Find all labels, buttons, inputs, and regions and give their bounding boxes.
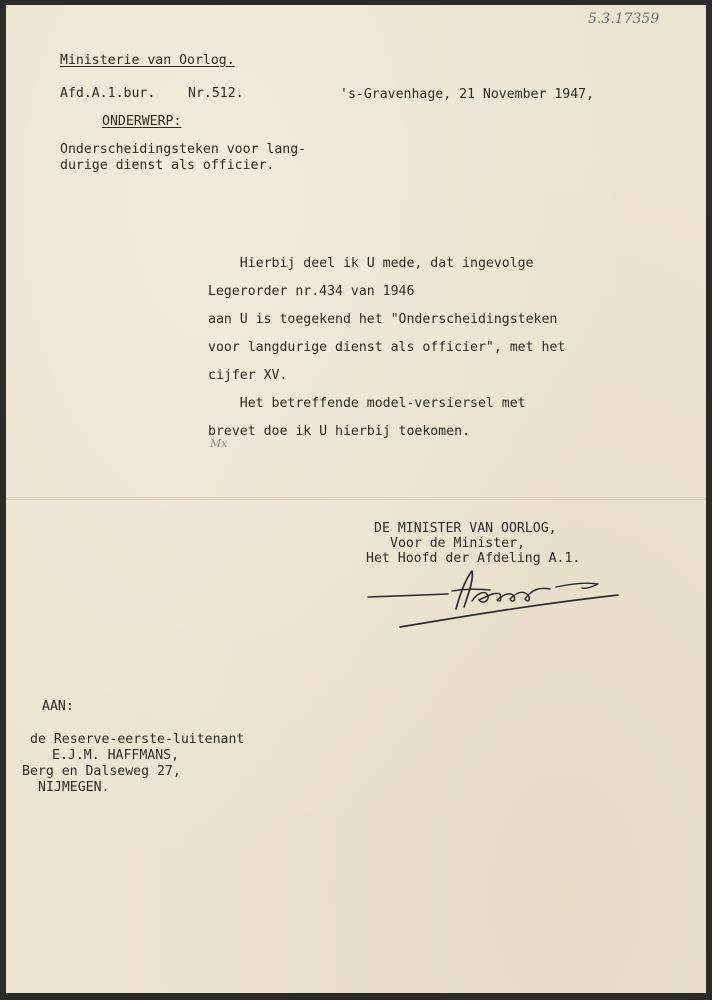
signature-line-3: Het Hoofd der Afdeling A.1.: [366, 551, 581, 566]
body-line-1: Hierbij deel ik U mede, dat ingevolge: [208, 256, 534, 271]
ministry-heading: Ministerie van Oorlog.: [60, 53, 235, 68]
subject-label: ONDERWERP:: [102, 114, 182, 129]
body-line-5: cijfer XV.: [208, 368, 288, 383]
body-line-3: aan U is toegekend het "Onderscheidingsteken: [208, 312, 558, 327]
handwritten-signature: [360, 565, 630, 635]
letter-page: [6, 5, 706, 993]
department-code: Afd.A.1.bur.: [60, 86, 156, 101]
subject-line-1: Onderscheidingsteken voor lang-: [60, 142, 307, 157]
body-line-2: Legerorder nr.434 van 1946: [208, 284, 415, 299]
body-line-6: Het betreffende model-versiersel met: [208, 396, 526, 411]
recipient-line-3: Berg en Dalseweg 27,: [22, 764, 181, 779]
recipient-line-4: NIJMEGEN.: [38, 780, 110, 795]
typist-initials: Mx: [210, 437, 228, 450]
subject-line-2: durige dienst als officier.: [60, 158, 275, 173]
page-fold: [6, 497, 706, 500]
archive-mark: 5.3.17359: [588, 11, 660, 27]
body-line-4: voor langdurige dienst als officier", met het: [208, 340, 566, 355]
document-number: Nr.512.: [188, 86, 244, 101]
recipient-label: AAN:: [42, 699, 74, 714]
place-date: 's-Gravenhage, 21 November 1947,: [340, 87, 595, 102]
signature-line-2: Voor de Minister,: [390, 536, 525, 551]
recipient-line-2: E.J.M. HAFFMANS,: [52, 748, 180, 763]
body-line-7: brevet doe ik U hierbij toekomen.: [208, 424, 471, 439]
signature-line-1: DE MINISTER VAN OORLOG,: [374, 521, 557, 536]
recipient-line-1: de Reserve-eerste-luitenant: [30, 732, 245, 747]
